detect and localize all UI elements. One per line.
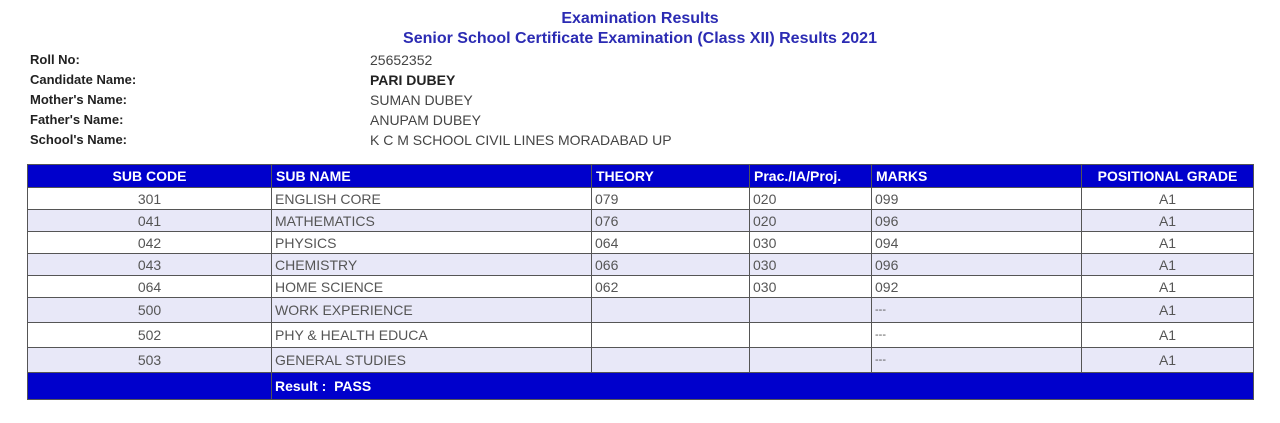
result-row	[28, 373, 1254, 400]
result-value: PASS	[334, 378, 372, 394]
result-cell	[272, 373, 1254, 400]
grade-cell: A1	[1082, 323, 1254, 348]
practical-cell: 020	[750, 188, 872, 210]
theory-cell: 076	[592, 210, 750, 232]
table-row	[28, 323, 1254, 348]
practical-cell	[750, 298, 872, 323]
grade-cell: A1	[1082, 254, 1254, 276]
sub-name-cell: GENERAL STUDIES	[272, 348, 592, 373]
table-row	[28, 188, 1254, 210]
practical-cell: 030	[750, 254, 872, 276]
sub-code-cell: 503	[28, 348, 272, 373]
table-row	[28, 298, 1254, 323]
col-header-marks: MARKS	[872, 165, 1082, 188]
candidate-info-value: SUMAN DUBEY	[370, 92, 473, 108]
table-row	[28, 276, 1254, 298]
theory-cell	[592, 323, 750, 348]
marks-cell: ---	[872, 323, 1082, 348]
candidate-info-value: 25652352	[370, 52, 433, 68]
col-header-sub-name: SUB NAME	[272, 165, 592, 188]
practical-cell: 030	[750, 276, 872, 298]
page-subtitle: Senior School Certificate Examination (Class XII) Results 2021	[403, 30, 877, 47]
candidate-info-value: ANUPAM DUBEY	[370, 112, 481, 128]
candidate-info-label: Father's Name:	[30, 112, 124, 127]
candidate-info-value: K C M SCHOOL CIVIL LINES MORADABAD UP	[370, 132, 672, 148]
table-row	[28, 210, 1254, 232]
practical-cell: 020	[750, 210, 872, 232]
marks-cell: 099	[872, 188, 1082, 210]
col-header-positional-grade: POSITIONAL GRADE	[1082, 165, 1254, 188]
sub-name-cell: ENGLISH CORE	[272, 188, 592, 210]
practical-cell	[750, 348, 872, 373]
practical-cell	[750, 323, 872, 348]
result-spacer	[28, 373, 272, 400]
candidate-info-value: PARI DUBEY	[370, 72, 456, 88]
theory-cell	[592, 348, 750, 373]
grade-cell: A1	[1082, 188, 1254, 210]
sub-name-cell: HOME SCIENCE	[272, 276, 592, 298]
marks-cell: ---	[872, 348, 1082, 373]
theory-cell: 066	[592, 254, 750, 276]
sub-name-cell: CHEMISTRY	[272, 254, 592, 276]
results-table	[27, 164, 1254, 400]
page-title: Examination Results	[561, 10, 719, 27]
sub-name-cell: WORK EXPERIENCE	[272, 298, 592, 323]
theory-cell: 079	[592, 188, 750, 210]
grade-cell: A1	[1082, 232, 1254, 254]
sub-code-cell: 042	[28, 232, 272, 254]
sub-name-cell: PHYSICS	[272, 232, 592, 254]
theory-cell	[592, 298, 750, 323]
sub-code-cell: 043	[28, 254, 272, 276]
table-row	[28, 232, 1254, 254]
table-header-row	[28, 165, 1254, 188]
result-label: Result :	[275, 378, 327, 394]
marks-cell: 094	[872, 232, 1082, 254]
table-row	[28, 254, 1254, 276]
theory-cell: 062	[592, 276, 750, 298]
marks-cell: 096	[872, 254, 1082, 276]
sub-code-cell: 500	[28, 298, 272, 323]
marks-cell: 092	[872, 276, 1082, 298]
sub-name-cell: PHY & HEALTH EDUCA	[272, 323, 592, 348]
col-header-practical: Prac./IA/Proj.	[750, 165, 872, 188]
sub-code-cell: 041	[28, 210, 272, 232]
grade-cell: A1	[1082, 210, 1254, 232]
candidate-info-label: Mother's Name:	[30, 92, 127, 107]
grade-cell: A1	[1082, 348, 1254, 373]
table-row	[28, 348, 1254, 373]
col-header-theory: THEORY	[592, 165, 750, 188]
col-header-sub-code: SUB CODE	[28, 165, 272, 188]
sub-code-cell: 301	[28, 188, 272, 210]
sub-code-cell: 064	[28, 276, 272, 298]
sub-name-cell: MATHEMATICS	[272, 210, 592, 232]
grade-cell: A1	[1082, 276, 1254, 298]
sub-code-cell: 502	[28, 323, 272, 348]
practical-cell: 030	[750, 232, 872, 254]
candidate-info-label: Candidate Name:	[30, 72, 137, 87]
candidate-info-label: School's Name:	[30, 132, 128, 147]
theory-cell: 064	[592, 232, 750, 254]
grade-cell: A1	[1082, 298, 1254, 323]
marks-cell: 096	[872, 210, 1082, 232]
candidate-info-label: Roll No:	[30, 52, 80, 67]
marks-cell: ---	[872, 298, 1082, 323]
